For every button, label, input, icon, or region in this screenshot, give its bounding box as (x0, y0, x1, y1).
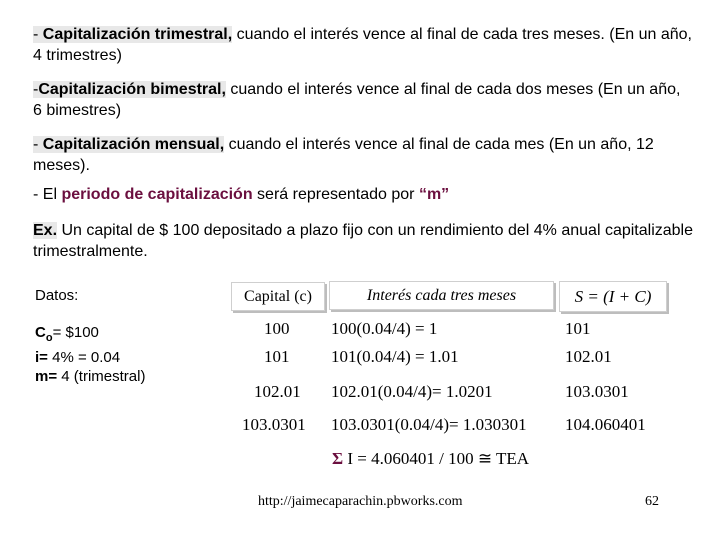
paragraph-bimestral (33, 79, 693, 121)
rate-value: 4% = 0.04 (47, 349, 121, 366)
cell-monto: 102.01 (565, 347, 612, 366)
sigma-symbol: Σ (332, 449, 344, 468)
capital-value: = $100 (52, 324, 99, 341)
periodo-symbol: “m” (418, 186, 450, 203)
trimestral-term: Capitalización trimestral, (42, 26, 233, 43)
periods-value: 4 (trimestral) (57, 368, 146, 385)
cell-interes: 102.01(0.04/4)= 1.0201 (331, 382, 493, 401)
cell-capital: 100 (264, 319, 290, 338)
datos-title: Datos: (35, 287, 79, 304)
capital-subscript: o (45, 332, 53, 344)
page-number: 62 (645, 494, 659, 509)
footer-url: http://jaimecaparachin.pbworks.com (258, 494, 463, 509)
datos-periods (35, 367, 145, 386)
cell-monto: 103.0301 (565, 382, 629, 401)
rate-label: i= (35, 349, 48, 366)
mensual-prefix: - (33, 136, 43, 153)
header-interes: Interés cada tres meses (329, 281, 554, 310)
periodo-prefix: - El (33, 186, 62, 203)
ejemplo-label: Ex. (33, 222, 58, 239)
periods-label: m= (35, 368, 58, 385)
bimestral-description: cuando el interés vence al final de cada dos meses (En un año, 6 bimestres) (33, 81, 681, 119)
mensual-description: cuando el interés vence al final de cada mes (En un año, 12 meses). (33, 136, 654, 174)
periodo-middle: será representado por (252, 186, 419, 203)
cell-capital: 102.01 (254, 382, 301, 401)
cell-capital: 101 (264, 347, 290, 366)
summary-formula (332, 449, 529, 469)
header-monto: S = (I + C) (559, 281, 667, 312)
ejemplo-description: Un capital de $ 100 depositado a plazo fijo con un rendimiento del 4% anual capitalizable trimestralmente. (33, 222, 693, 260)
trimestral-description: cuando el interés vence al final de cada tres meses. (En un año, 4 trimestres) (33, 26, 692, 64)
paragraph-ejemplo (33, 220, 693, 262)
header-capital: Capital (c) (231, 282, 325, 311)
bimestral-term: Capitalización bimestral, (38, 81, 226, 98)
cell-monto: 104.060401 (565, 415, 646, 434)
datos-rate (35, 348, 145, 367)
cell-interes: 101(0.04/4) = 1.01 (331, 347, 459, 366)
capital-label: C (35, 324, 46, 341)
trimestral-prefix: - (33, 26, 43, 43)
paragraph-mensual (33, 134, 693, 176)
cell-interes: 103.0301(0.04/4)= 1.030301 (331, 415, 527, 434)
periodo-term: periodo de capitalización (61, 186, 253, 203)
paragraph-periodo (33, 184, 693, 205)
cell-interes: 100(0.04/4) = 1 (331, 319, 438, 338)
bimestral-prefix: - (33, 81, 39, 98)
mensual-term: Capitalización mensual, (42, 136, 225, 153)
paragraph-trimestral (33, 24, 693, 66)
datos-capital (35, 323, 145, 348)
summary-text: I = 4.060401 / 100 ≅ TEA (343, 449, 530, 468)
cell-monto: 101 (565, 319, 591, 338)
datos-list (35, 323, 145, 386)
cell-capital: 103.0301 (242, 415, 306, 434)
